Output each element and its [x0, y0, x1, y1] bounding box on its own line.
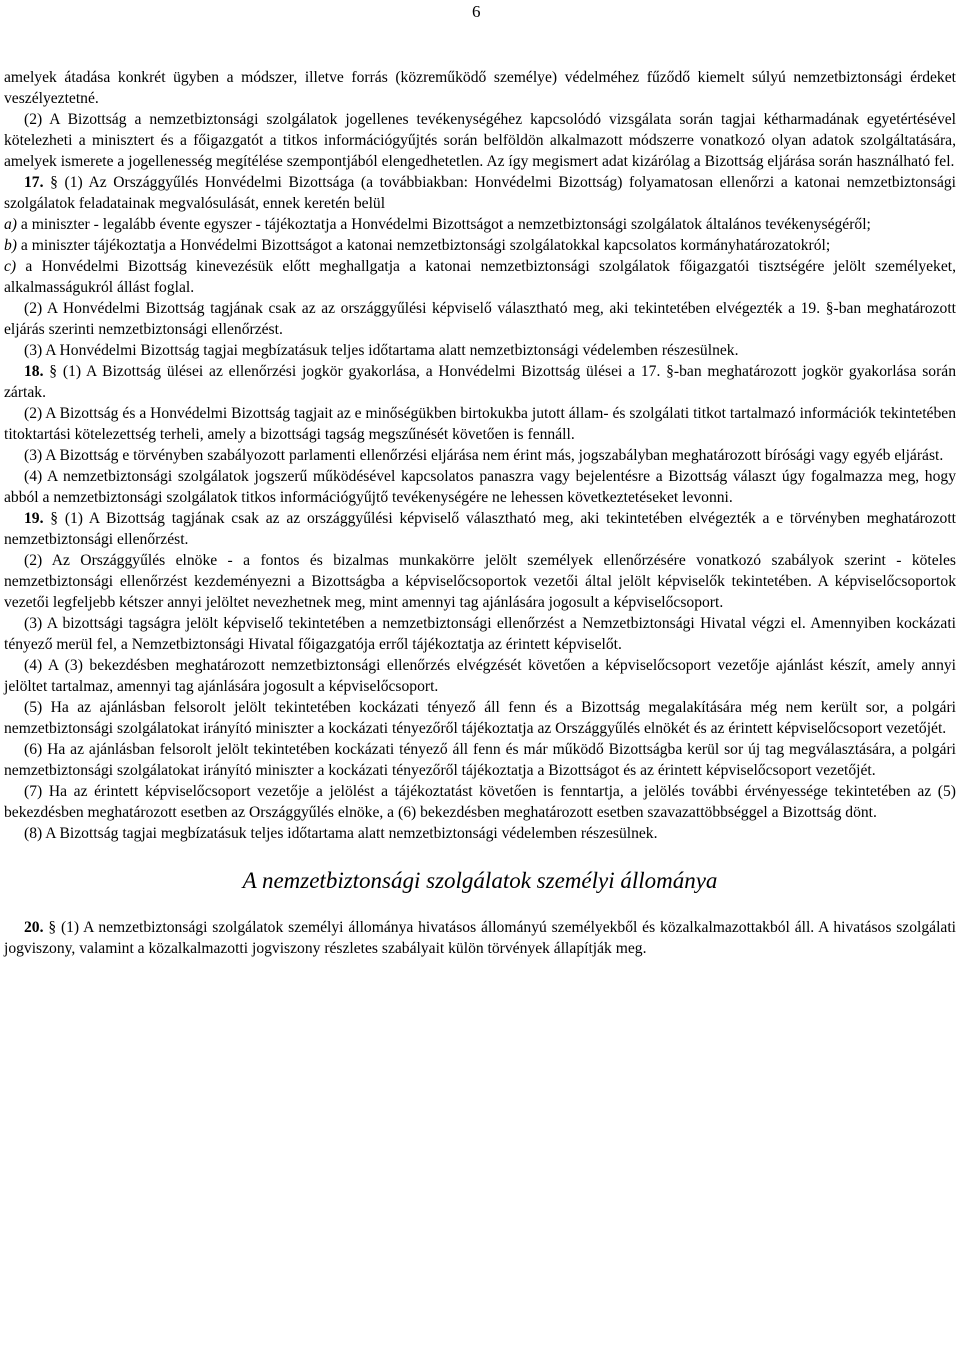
paragraph: (7) Ha az érintett képviselőcsoport vezetője a jelölést a tájékoztatást követően is fenntartja, a jelölés további érvényessége tekintetében az (5) bekezdésben meghatározott esetben az Országgyűlés elnöke, a (6) bekezdésben meghatározott esetben szavazattöbbséggel a Bizottság dönt.	[4, 783, 956, 821]
list-text: a miniszter tájékoztatja a Honvédelmi Bizottságot a katonai nemzetbiztonsági szolgálatokkal kapcsolatos kormányhatározatokról;	[20, 237, 831, 254]
paragraph: (2) Az Országgyűlés elnöke - a fontos és bizalmas munkakörre jelölt személyek ellenőrzésére vonatkozó szabályok szerint - köteles nemzetbiztonsági ellenőrzést kezdeményezni a Bizottságba a képviselőcsoportok vezetői által jelölt képviselők tekintetében. A képviselőcsoportok vezetői legfeljebb kétszer annyi jelöltet nevezhetnek meg, mint amennyi tag ajánlására jogosult a képviselőcsoport.	[4, 552, 956, 611]
paragraph: (2) A Bizottság és a Honvédelmi Bizottság tagjait az e minőségükben birtokukba jutott állam- és szolgálati titkot tartalmazó információk tekintetében titoktartási kötelezettség terheli, amely a bizottsági tagság megszűnését követően is fennáll.	[4, 405, 956, 443]
section-heading: A nemzetbiztonsági szolgálatok személyi állománya	[242, 868, 718, 893]
section-20	[4, 917, 956, 959]
paragraph: (2) A Honvédelmi Bizottság tagjának csak az az országgyűlési képviselő választható meg, aki tekintetében elvégezték a 19. §-ban meghatározott eljárás szerinti nemzetbiztonsági ellenőrzést.	[4, 300, 956, 338]
section-text: § (1) A Bizottság ülései az ellenőrzési jogkör gyakorlása, a Honvédelmi Bizottság ülései a 17. §-ban meghatározott jogkör gyakorlása során zártak.	[4, 363, 957, 401]
page-number: 6	[472, 2, 481, 21]
paragraph: (3) A Honvédelmi Bizottság tagjai megbízatásuk teljes időtartama alatt nemzetbiztonsági védelemben részesülnek.	[24, 342, 739, 359]
list-text: a miniszter - legalább évente egyszer - tájékoztatja a Honvédelmi Bizottságot a nemzetbiztonsági szolgálatok általános tevékenységéről;	[20, 216, 871, 233]
list-label: a)	[4, 216, 17, 233]
list-item	[4, 256, 956, 298]
list-label: b)	[4, 237, 17, 254]
paragraph: (4) A (3) bekezdésben meghatározott nemzetbiztonsági ellenőrzés elvégzését követően a képviselőcsoport vezetője ajánlást készít, amely annyi jelöltet tartalmaz, amennyi tag ajánlására jogosult a képviselőcsoport.	[4, 657, 956, 695]
section-17	[4, 172, 956, 214]
paragraph: amelyek átadása konkrét ügyben a módszer, illetve forrás (közreműködő személye) védelméhez fűződő kiemelt súlyú nemzetbiztonsági érdeket veszélyeztetné.	[4, 69, 956, 107]
list-item	[4, 235, 956, 256]
document-body	[4, 67, 956, 959]
paragraph: (5) Ha az ajánlásban felsorolt jelölt tekintetében kockázati tényező áll fenn és a Bizottság megalakítására még nem került sor, a polgári nemzetbiztonsági szolgálatokat irányító miniszter a kockázati tényezőről tájékoztatja az Országgyűlés elnökét és az érintett képviselőcsoport vezetőjét.	[4, 699, 956, 737]
section-number: 18.	[24, 363, 44, 380]
section-number: 20.	[24, 919, 44, 936]
paragraph: (8) A Bizottság tagjai megbízatásuk teljes időtartama alatt nemzetbiztonsági védelemben részesülnek.	[24, 825, 658, 842]
section-text: § (1) A Bizottság tagjának csak az az országgyűlési képviselő választható meg, aki tekintetében elvégezték a e törvényben meghatározott nemzetbiztonsági ellenőrzést.	[4, 510, 956, 548]
section-18	[4, 361, 956, 403]
list-label: c)	[4, 258, 17, 275]
section-number: 19.	[24, 510, 44, 527]
list-item	[4, 214, 956, 235]
paragraph: (3) A bizottsági tagságra jelölt képviselő tekintetében a nemzetbiztonsági ellenőrzést a Nemzetbiztonsági Hivatal végzi el. Amennyiben kockázati tényező merül fel, a Nemzetbiztonsági Hivatal főigazgatója erről tájékoztatja az érintett képviselőt.	[4, 615, 956, 653]
paragraph: (3) A Bizottság e törvényben szabályozott parlamenti ellenőrzési eljárása nem érint más, jogszabályban meghatározott bírósági vagy egyéb eljárást.	[24, 447, 944, 464]
paragraph: (6) Ha az ajánlásban felsorolt jelölt tekintetében kockázati tényező áll fenn és már működő Bizottságba kerül sor új tag megválasztására, a polgári nemzetbiztonsági szolgálatokat irányító miniszter a kockázati tényezőről tájékoztatja a Bizottságot és az érintett képviselőcsoport vezetőjét.	[4, 741, 956, 779]
section-19	[4, 508, 956, 550]
paragraph: (2) A Bizottság a nemzetbiztonsági szolgálatok jogellenes tevékenységéhez kapcsolódó vizsgálata során tagjai kétharmadának egyetértésével kötelezheti a minisztert és a főigazgatót a titkos információgyűjtés során belföldön alkalmazott módszerre vonatkozó olyan adatok szolgáltatására, amelyek ismerete a jogellenesség megítélése szempontjából elengedhetetlen. Az így megismert adat kizárólag a Bizottság eljárása során használható fel.	[4, 111, 956, 170]
section-text: § (1) A nemzetbiztonsági szolgálatok személyi állománya hivatásos állományú személyekből és közalkalmazottakból áll. A hivatásos szolgálati jogviszony, valamint a közalkalmazotti jogviszony részletes szabályait külön törvények állapítják meg.	[4, 919, 956, 957]
list-text: a Honvédelmi Bizottság kinevezésük előtt meghallgatja a katonai nemzetbiztonsági szolgálatok főigazgatói tisztségére jelölt személyeket, alkalmasságukról állást foglal.	[4, 258, 956, 296]
section-text: § (1) Az Országgyűlés Honvédelmi Bizottsága (a továbbiakban: Honvédelmi Bizottság) folyamatosan ellenőrzi a katonai nemzetbiztonsági szolgálatok feladatainak megvalósulását, ennek keretén belül	[4, 174, 956, 212]
section-number: 17.	[24, 174, 44, 191]
paragraph: (4) A nemzetbiztonsági szolgálatok jogszerű működésével kapcsolatos panaszra vagy bejelentésre a Bizottság választ úgy fogalmazza meg, hogy abból a nemzetbiztonsági szolgálatok titkos információgyűjtő tevékenységére ne lehessen következtetéseket levonni.	[4, 468, 956, 506]
